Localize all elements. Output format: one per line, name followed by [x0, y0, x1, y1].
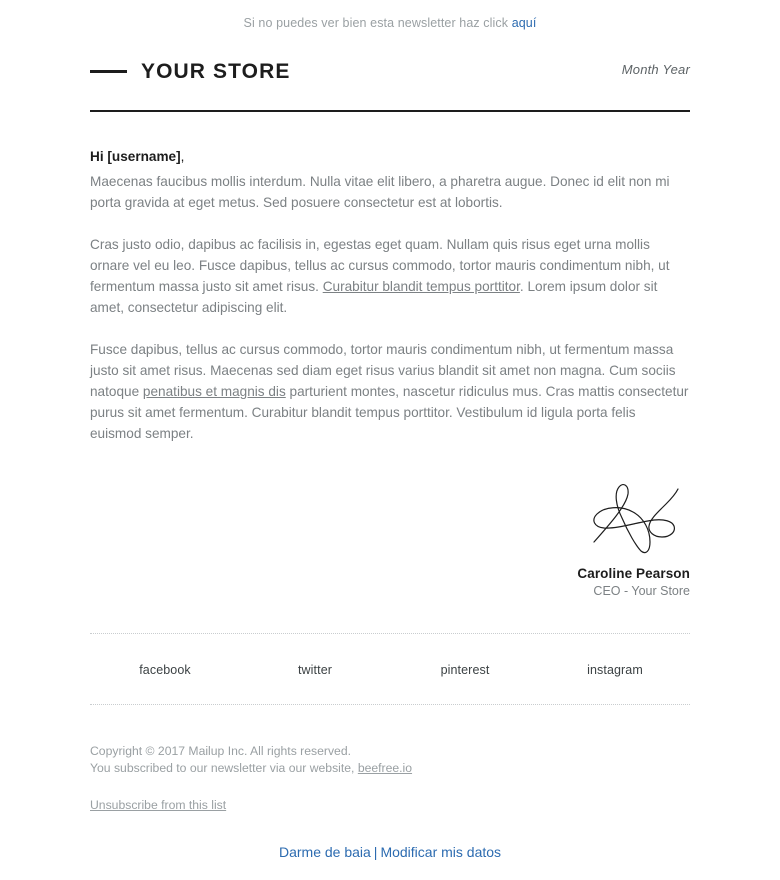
- bottom-links-separator: |: [373, 844, 378, 860]
- social-link-pinterest-label[interactable]: pinterest: [440, 663, 490, 677]
- view-online-link[interactable]: aquí: [511, 16, 537, 30]
- paragraph-2-text-b: . Lorem ipsum dolor sit amet, consectetur adipiscing elit.: [90, 279, 658, 315]
- greeting-line: [90, 146, 690, 167]
- paragraph-3: [90, 339, 690, 444]
- social-spacer: [90, 598, 690, 633]
- paragraph-3-link[interactable]: penatibus et magnis dis: [142, 384, 286, 399]
- social-link-twitter-label[interactable]: twitter: [297, 663, 333, 677]
- paragraph-2-text-a: Cras justo odio, dapibus ac facilisis in, egestas eget quam. Nullam quis risus eget urna mollis ornare vel eu leo. Fusce dapibus, tellus ac cursus commodo, tortor mauris condimentum nibh, ut fermentum massa justo sit amet risus.: [90, 237, 670, 294]
- signature-role: CEO - Your Store: [593, 584, 690, 598]
- paragraph-1: Maecenas faucibus mollis interdum. Nulla vitae elit libero, a pharetra augue. Donec id elit non mi porta gravida at eget metus. Sed posuere consectetur est at lobortis.: [90, 174, 670, 210]
- social-links-row: [90, 634, 690, 704]
- preheader-bar: [0, 0, 780, 30]
- preheader-text: Si no puedes ver bien esta newsletter haz click: [243, 16, 509, 30]
- greeting-name: Hi [username]: [90, 149, 181, 164]
- unsubscribe-link[interactable]: Unsubscribe from this list: [90, 798, 227, 812]
- social-link-twitter[interactable]: [240, 663, 390, 677]
- signature-block: [90, 444, 690, 598]
- copyright-line: Copyright © 2017 Mailup Inc. All rights reserved.: [90, 744, 351, 758]
- email-footer: [90, 705, 690, 776]
- paragraph-2: [90, 234, 690, 318]
- greeting-comma: ,: [180, 149, 185, 164]
- unsubscribe-row: [90, 776, 690, 812]
- issue-date: Month Year: [621, 61, 690, 77]
- email-body: [90, 112, 690, 444]
- darme-de-baia-link[interactable]: Darme de baia: [278, 844, 371, 860]
- modificar-mis-datos-link[interactable]: Modificar mis datos: [380, 844, 502, 860]
- email-container: [90, 30, 690, 860]
- social-link-pinterest[interactable]: [390, 663, 540, 677]
- brand-dash-icon: [90, 70, 127, 73]
- social-link-instagram[interactable]: [540, 663, 690, 677]
- beefree-link[interactable]: beefree.io: [357, 760, 413, 775]
- paragraph-3-text-a: Fusce dapibus, tellus ac cursus commodo, tortor mauris condimentum nibh, ut fermentum massa justo sit amet risus. Maecenas sed diam eget risus varius blandit sit amet non magna. Cum sociis natoque: [90, 342, 676, 399]
- subscription-text: You subscribed to our newsletter via our website,: [90, 760, 358, 775]
- subscription-line: [90, 760, 690, 777]
- signature-name: Caroline Pearson: [577, 566, 690, 581]
- brand-lockup: [90, 60, 290, 84]
- paragraph-2-link[interactable]: Curabitur blandit tempus porttitor: [322, 279, 520, 294]
- paragraph-3-text-b: parturient montes, nascetur ridiculus mus. Cras mattis consectetur purus sit amet fermentum. Curabitur blandit tempus porttitor. Vestibulum id ligula porta felis euismod semper.: [90, 384, 689, 441]
- bottom-links-row: [90, 812, 690, 860]
- social-link-facebook-label[interactable]: facebook: [139, 663, 191, 677]
- email-header: [90, 30, 690, 84]
- handwritten-signature-icon: [588, 480, 688, 560]
- social-link-instagram-label[interactable]: instagram: [587, 663, 643, 677]
- brand-name: YOUR STORE: [141, 60, 291, 83]
- social-link-facebook[interactable]: [90, 663, 240, 677]
